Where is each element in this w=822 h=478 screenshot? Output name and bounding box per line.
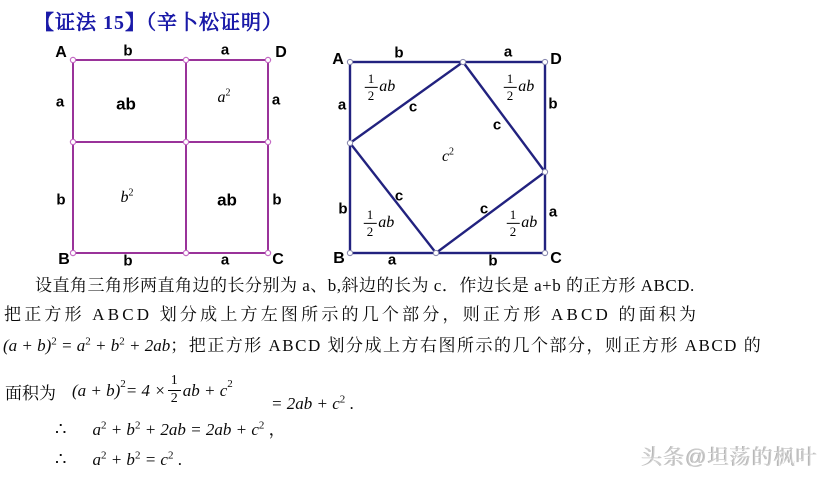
right-right-edge-a: a <box>548 203 558 221</box>
left-cell-ab-bottom: ab <box>217 190 237 210</box>
left-corner-C: C <box>272 251 284 268</box>
right-right-edge-b: b <box>548 95 558 113</box>
left-right-edge-b: b <box>272 191 282 209</box>
center-c-squared: $c^2$ <box>441 146 455 165</box>
triangle-area-bottom-right: $\frac{1}{2}$ ab <box>507 208 538 238</box>
formula-expansion: $(a + b)^2 = a^2 + b^2 + 2ab$ <box>3 335 171 355</box>
left-bottom-edge-a: a <box>220 251 230 269</box>
left-cell-b-squared: $b^2$ <box>120 187 134 206</box>
paragraph-line-4-lead: 面积为 <box>5 384 56 403</box>
paragraph-line-2: 把正方形 ABCD 划分成上方左图所示的几个部分，则正方形 ABCD 的面积为 <box>4 305 700 324</box>
left-corner-D: D <box>275 44 287 61</box>
left-top-edge-a: a <box>220 41 230 59</box>
right-corner-D: D <box>550 51 562 68</box>
formula-conclusion-2: $a^2 + b^2 = c^2$ . <box>92 449 182 469</box>
therefore-symbol: ∴ <box>55 449 67 469</box>
right-bottom-edge-a: a <box>387 251 397 269</box>
right-left-edge-a: a <box>337 96 347 114</box>
right-square-diagram <box>325 40 575 270</box>
watermark-text: 头条@坦荡的枫叶 <box>641 446 818 469</box>
side-c-bottom-left: c <box>394 187 404 205</box>
left-left-edge-b: b <box>56 191 66 209</box>
left-corner-B: B <box>58 251 70 268</box>
left-bottom-edge-b: b <box>123 252 133 270</box>
right-corner-B: B <box>333 250 345 267</box>
formula-conclusion-1: $a^2 + b^2 + 2ab = 2ab + c^2$ ， <box>92 419 286 439</box>
left-cell-a-squared: $a^2$ <box>217 87 231 106</box>
vertex-markers <box>70 57 270 255</box>
therefore-symbol: ∴ <box>55 419 67 439</box>
side-c-bottom-right: c <box>479 200 489 218</box>
conclusion-line-1 <box>55 420 286 438</box>
triangle-area-top-left: $\frac{1}{2}$ ab <box>365 72 396 102</box>
right-corner-A: A <box>332 51 344 68</box>
proof-title: 【证法 15】（辛卜松证明） <box>34 12 283 34</box>
triangle-area-top-right: $\frac{1}{2}$ ab <box>504 72 535 102</box>
left-corner-A: A <box>55 44 67 61</box>
side-c-top-right: c <box>492 116 502 134</box>
triangle-area-bottom-left: $\frac{1}{2}$ ab <box>364 208 395 238</box>
side-c-top-left: c <box>408 98 418 116</box>
formula-right-area-main: (a + b) $^2$ = 4 × $\frac{1}{2}$ ab + c $^2$ <box>72 373 233 406</box>
paragraph-line-3-tail: ；把正方形 ABCD 划分成上方右图所示的几个部分，则正方形 ABCD 的 <box>170 336 763 355</box>
formula-right-area-simplified: = $2ab + c^2$ . <box>271 393 354 413</box>
right-top-edge-a: a <box>503 43 513 61</box>
right-top-edge-b: b <box>394 44 404 62</box>
paragraph-line-3 <box>3 337 762 354</box>
right-left-edge-b: b <box>338 200 348 218</box>
left-square-diagram <box>48 40 298 270</box>
right-corner-C: C <box>550 250 562 267</box>
paragraph-line-1: 设直角三角形两直角边的长分别为 a、b,斜边的长为 c．作边长是 a+b 的正方形 ABCD. <box>35 276 695 295</box>
left-cell-ab-top: ab <box>116 94 136 114</box>
left-top-edge-b: b <box>123 42 133 60</box>
formula-right-area <box>72 373 354 413</box>
conclusion-line-2 <box>55 450 182 468</box>
left-left-edge-a: a <box>55 93 65 111</box>
right-bottom-edge-b: b <box>488 252 498 270</box>
left-square-figure <box>48 40 298 270</box>
left-right-edge-a: a <box>271 91 281 109</box>
